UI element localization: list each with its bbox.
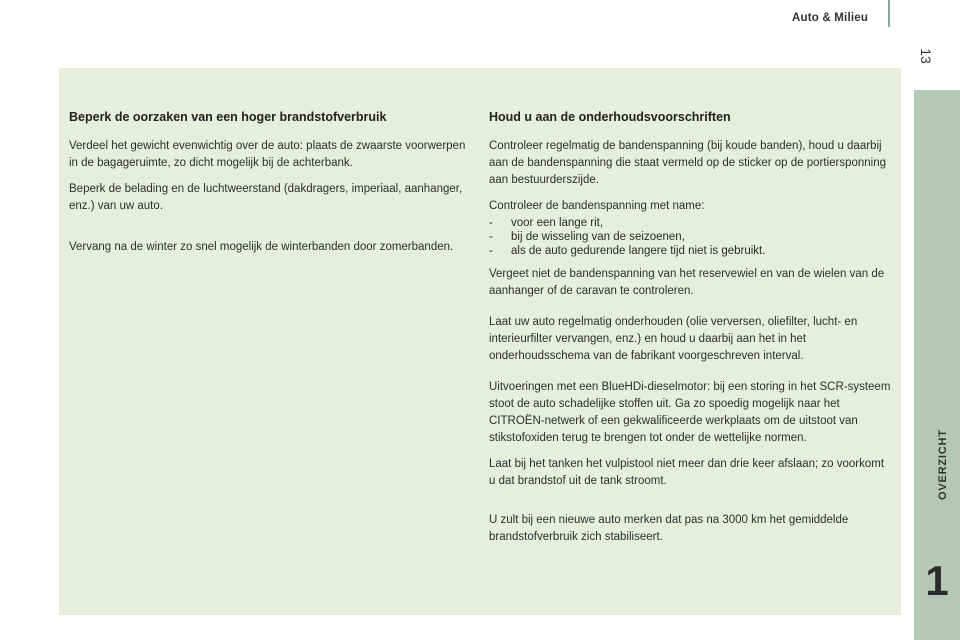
chapter-number: 1 — [925, 557, 949, 604]
left-paragraph: Vervang na de winter zo snel mogelijk de winterbanden door zomerbanden. — [69, 241, 454, 253]
right-paragraph: Vergeet niet de bandenspanning van het reservewiel en van de wielen van de aanhanger of de caravan te controleren. — [489, 268, 885, 297]
right-paragraph: Laat uw auto regelmatig onderhouden (olie verversen, oliefilter, lucht- en interieurfilter vervangen, enz.) en houd u daarbij aan het in het onderhoudsschema van de fabrikant voorgeschreven interval. — [489, 316, 858, 362]
left-column — [69, 110, 469, 265]
page-number: 13 — [918, 48, 934, 64]
tire-check-list — [489, 216, 893, 258]
left-paragraph: Beperk de belading en de luchtweerstand (dakdragers, imperiaal, aanhanger, enz.) van uw auto. — [69, 183, 463, 212]
list-item: - als de auto gedurende langere tijd niet is gebruikt. — [489, 244, 893, 258]
right-column — [489, 110, 893, 555]
left-heading: Beperk de oorzaken van een hoger brandstofverbruik — [69, 110, 387, 124]
chapter-tab-label: OVERZICHT — [937, 429, 949, 500]
right-paragraph: U zult bij een nieuwe auto merken dat pas na 3000 km het gemiddelde brandstofverbruik zich stabiliseert. — [489, 514, 849, 543]
right-paragraph: Controleer regelmatig de bandenspanning (bij koude banden), houd u daarbij aan de bandenspanning die staat vermeld op de sticker op de portiersponning aan bestuurderszijde. — [489, 140, 887, 186]
right-paragraph: Controleer de bandenspanning met name: — [489, 200, 705, 212]
right-paragraph: Laat bij het tanken het vulpistool niet meer dan drie keer afslaan; zo voorkomt u dat brandstof uit de tank stroomt. — [489, 458, 885, 487]
list-item: - bij de wisseling van de seizoenen, — [489, 230, 893, 244]
right-paragraph: Uitvoeringen met een BlueHDi-dieselmotor: bij een storing in het SCR-systeem stoot de auto schadelijke stoffen uit. Ga zo spoedig mogelijk naar het CITROËN-netwerk of een gekwalificeerde werkplaats om de uitstoot van stikstofoxiden terug te brengen tot onder de wettelijke normen. — [489, 381, 891, 444]
section-title: Auto & Milieu — [792, 12, 869, 24]
right-heading: Houd u aan de onderhoudsvoorschriften — [489, 110, 731, 124]
left-paragraph: Verdeel het gewicht evenwichtig over de auto: plaats de zwaarste voorwerpen in de bagageruimte, zo dicht mogelijk bij de achterbank. — [69, 140, 466, 169]
header-divider — [888, 0, 890, 27]
list-item: - voor een lange rit, — [489, 216, 893, 230]
